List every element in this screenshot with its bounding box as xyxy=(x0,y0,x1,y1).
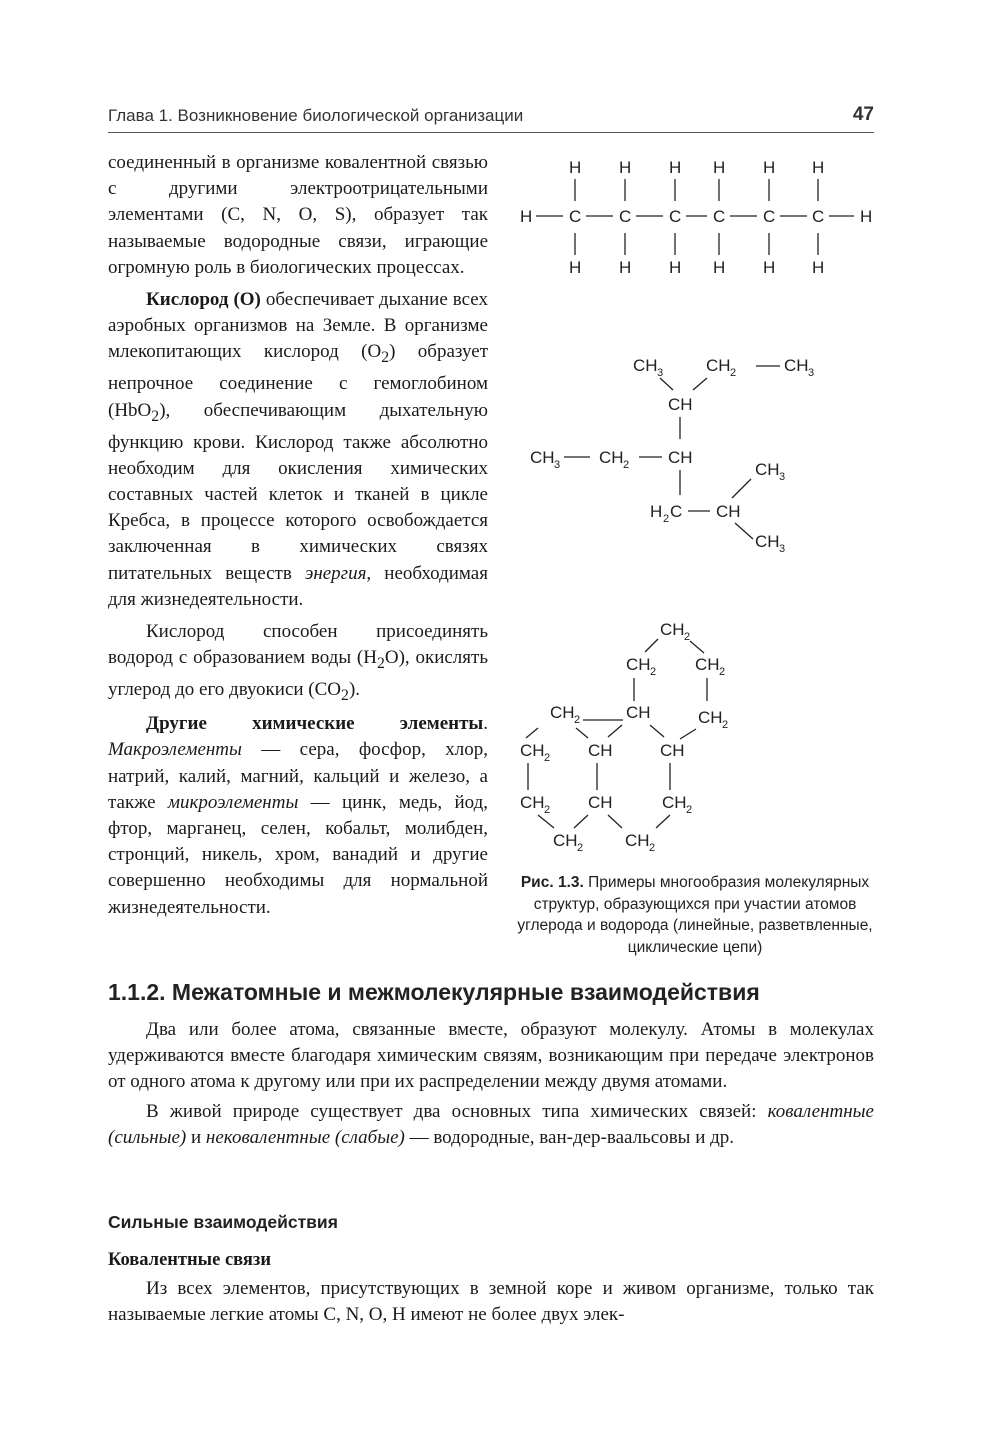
svg-text:2: 2 xyxy=(719,666,726,678)
svg-text:CH: CH xyxy=(625,831,650,850)
svg-text:CH: CH xyxy=(755,532,780,551)
svg-text:CH: CH xyxy=(660,620,685,639)
svg-text:2: 2 xyxy=(623,459,630,471)
paragraph-covalent: Из всех элементов, присутствующих в земной коре и живом организме, только так называемые легкие атомы C, N, O, H имеют не более двух элек- xyxy=(108,1278,874,1325)
svg-text:2: 2 xyxy=(663,513,670,525)
running-header xyxy=(108,104,874,133)
paragraph: соединенный в организме ковалентной связью с другими электроотрицательными элементами (C, N, O, S), образует так называемые водородные связи, играющие огромную роль в биологических процессах. xyxy=(108,152,488,278)
paragraph-oxygen: Кислород (O) обеспечивает дыхание всех аэробных организмов на Земле. В организме млекопитающих кислород $(O_2)$ образует непрочное соединение с гемоглобином (HbO$_2$), обеспечивающим дыхательную функцию крови. Кислород также абсолютно необходим для окисления химических составных частей клеток и тканей в цикле Кребса, в процессе которого освобождается заключенная в химических связях питательных веществ энергия, необходимая для жизнедеятельности. xyxy=(108,289,488,610)
svg-text:CH: CH xyxy=(550,703,575,722)
svg-text:C: C xyxy=(763,207,776,226)
svg-text:CH: CH xyxy=(695,655,720,674)
figure-1-3-structures xyxy=(510,145,880,865)
svg-text:2: 2 xyxy=(730,367,737,379)
svg-text:3: 3 xyxy=(554,459,561,471)
svg-text:2: 2 xyxy=(684,631,691,643)
svg-text:2: 2 xyxy=(544,752,551,764)
branched-chain-structure xyxy=(530,356,814,555)
svg-text:C: C xyxy=(669,207,682,226)
paragraph-other-elements: Другие химические элементы. Макроэлементы — сера, фосфор, хлор, натрий, калий, магний, кальций и железо, а также микроэлементы — цинк, медь, йод, фтор, марганец, селен, кобальт, молибден, стронций, никель, хром, ванадий и другие совершенно необходимы для нормальной жизнедеятельности. xyxy=(108,713,489,918)
svg-text:H: H xyxy=(713,158,726,177)
svg-text:H: H xyxy=(812,158,825,177)
section-body xyxy=(108,1017,874,1151)
svg-text:CH: CH xyxy=(660,741,685,760)
svg-text:CH: CH xyxy=(698,708,723,727)
svg-text:C: C xyxy=(670,502,683,521)
svg-text:H: H xyxy=(569,158,582,177)
svg-text:CH: CH xyxy=(755,460,780,479)
svg-text:CH: CH xyxy=(784,356,809,375)
svg-text:CH: CH xyxy=(668,448,693,467)
svg-text:H: H xyxy=(569,258,582,277)
svg-text:CH: CH xyxy=(626,703,651,722)
svg-text:CH: CH xyxy=(706,356,731,375)
svg-text:C: C xyxy=(619,207,632,226)
svg-text:H: H xyxy=(669,158,682,177)
svg-text:CH: CH xyxy=(520,793,545,812)
svg-text:CH: CH xyxy=(633,356,658,375)
svg-text:3: 3 xyxy=(779,543,786,555)
svg-text:H: H xyxy=(650,502,663,521)
svg-text:3: 3 xyxy=(657,367,664,379)
svg-text:CH: CH xyxy=(520,741,545,760)
svg-text:CH: CH xyxy=(530,448,555,467)
subsection-heading: Сильные взаимодействия xyxy=(108,1212,338,1232)
section-heading: 1.1.2. Межатомные и межмолекулярные взаимодействия xyxy=(108,979,760,1005)
section-body-continued xyxy=(108,1276,874,1328)
svg-text:2: 2 xyxy=(577,842,584,854)
svg-text:3: 3 xyxy=(808,367,815,379)
svg-text:H: H xyxy=(520,207,533,226)
svg-text:CH: CH xyxy=(716,502,741,521)
page-number: 47 xyxy=(852,104,874,125)
svg-text:2: 2 xyxy=(686,804,693,816)
svg-text:2: 2 xyxy=(649,842,656,854)
svg-text:H: H xyxy=(763,258,776,277)
svg-text:2: 2 xyxy=(722,719,729,731)
svg-text:3: 3 xyxy=(779,471,786,483)
svg-text:CH: CH xyxy=(668,395,693,414)
paragraph: Два или более атома, связанные вместе, образуют молекулу. Атомы в молекулах удерживаются вместе благодаря химическим связям, возникающим при передаче электронов от одного атома к другому или при их распределении между двумя атомами. xyxy=(108,1019,874,1092)
svg-text:CH: CH xyxy=(626,655,651,674)
svg-text:2: 2 xyxy=(574,714,581,726)
svg-text:H: H xyxy=(669,258,682,277)
svg-text:C: C xyxy=(713,207,726,226)
svg-text:H: H xyxy=(713,258,726,277)
svg-text:CH: CH xyxy=(553,831,578,850)
chemical-structures-svg xyxy=(510,145,880,865)
chapter-title: Глава 1. Возникновение биологической организации xyxy=(108,106,524,125)
svg-text:CH: CH xyxy=(588,793,613,812)
svg-text:H: H xyxy=(619,258,632,277)
svg-text:2: 2 xyxy=(650,666,657,678)
svg-text:C: C xyxy=(812,207,825,226)
svg-text:2: 2 xyxy=(544,804,551,816)
svg-text:H: H xyxy=(763,158,776,177)
subsubsection-heading: Ковалентные связи xyxy=(108,1250,272,1270)
left-column-text xyxy=(108,150,488,921)
cyclic-chain-structure xyxy=(520,620,728,854)
svg-text:CH: CH xyxy=(588,741,613,760)
svg-text:C: C xyxy=(569,207,582,226)
svg-text:CH: CH xyxy=(599,448,624,467)
linear-chain-structure xyxy=(520,158,872,277)
figure-caption: Рис. 1.3. Примеры многообразия молекулярных структур, образующихся при участии атомов углерода и водорода (линейные, разветвленные, циклические цепи) xyxy=(517,874,873,956)
svg-text:CH: CH xyxy=(662,793,687,812)
paragraph-oxygen-water: Кислород способен присоединять водород с образованием воды $(H_2O)$, окислять углерод до его двуокиси $(CO_2)$. xyxy=(108,621,488,705)
svg-text:H: H xyxy=(812,258,825,277)
paragraph-bond-types: В живой природе существует два основных типа химических связей: ковалентные (сильные) и нековалентные (слабые) — водородные, ван-дер-ваальсовы и др. xyxy=(108,1101,874,1148)
svg-text:H: H xyxy=(860,207,873,226)
svg-text:H: H xyxy=(619,158,632,177)
